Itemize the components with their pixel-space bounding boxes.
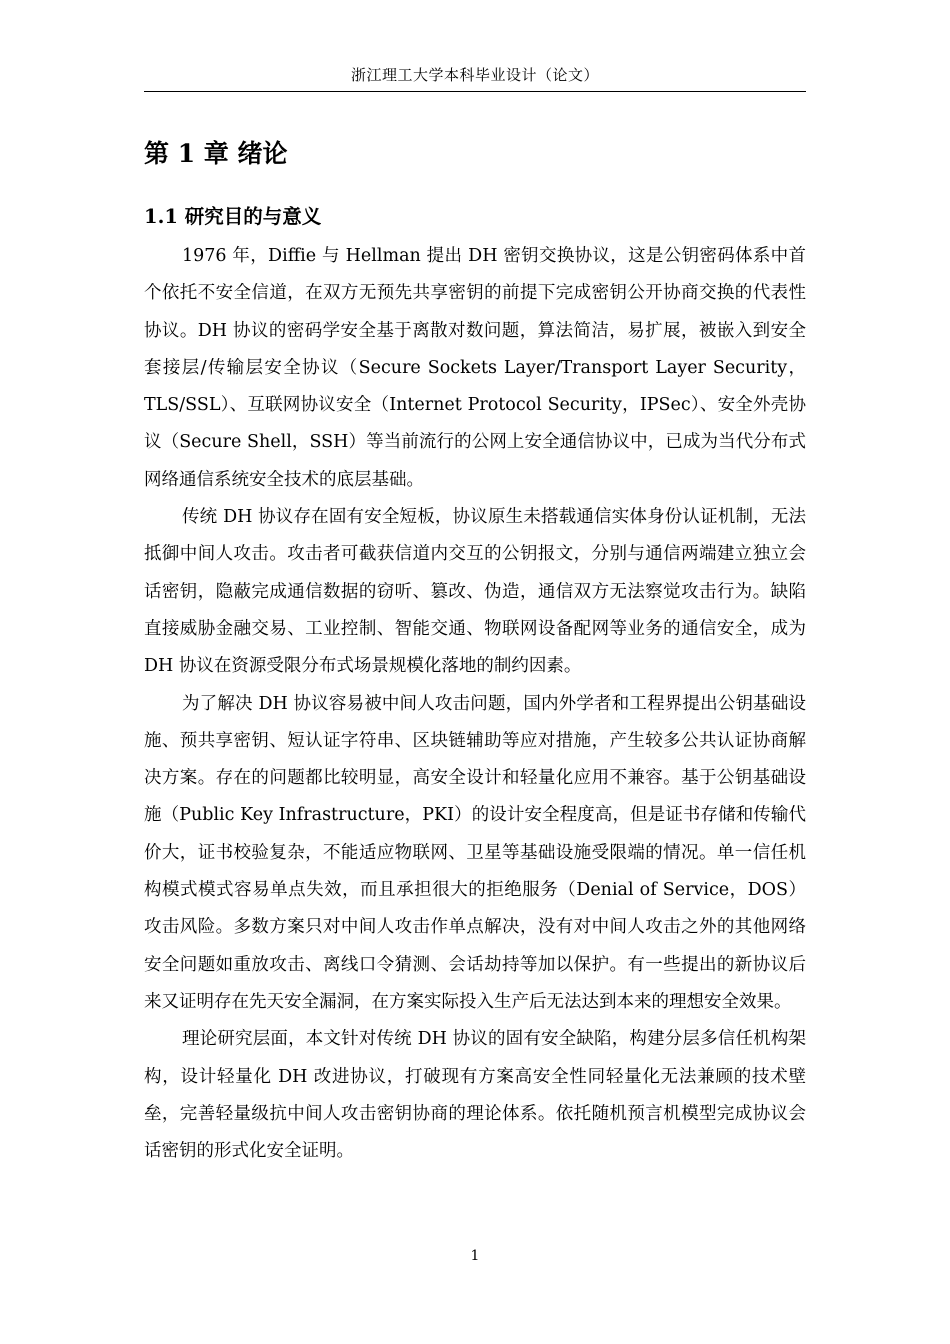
paragraph: 理论研究层面，本文针对传统 DH 协议的固有安全缺陷，构建分层多信任机构架构，设计轻量化 DH 改进协议，打破现有方案高安全性同轻量化无法兼顾的技术壁垒，完善轻量级抗中间人攻击密钥协商的理论体系。依托随机预言机模型完成协议会话密钥的形式化安全证明。 bbox=[144, 1029, 806, 1162]
chapter-heading: 第 1 章 绪论 bbox=[144, 139, 288, 168]
page-number: 1 bbox=[470, 1248, 480, 1264]
body-text bbox=[144, 238, 806, 1170]
paragraph: 传统 DH 协议存在固有安全短板，协议原生未搭载通信实体身份认证机制，无法抵御中间人攻击。攻击者可截获信道内交互的公钥报文，分别与通信两端建立独立会话密钥，隐蔽完成通信数据的窃听、篡改、伪造，通信双方无法察觉攻击行为。缺陷直接威胁金融交易、工业控制、智能交通、物联网设备配网等业务的通信安全，成为 DH 协议在资源受限分布式场景规模化落地的制约因素。 bbox=[144, 507, 806, 677]
paragraph: 为了解决 DH 协议容易被中间人攻击问题，国内外学者和工程界提出公钥基础设施、预共享密钥、短认证字符串、区块链辅助等应对措施，产生较多公共认证协商解决方案。存在的问题都比较明显，高安全设计和轻量化应用不兼容。基于公钥基础设施（Public Key Infrastructure，PKI）的设计安全程度高，但是证书存储和传输代价大，证书校验复杂，不能适应物联网、卫星等基础设施受限端的情况。单一信任机构模式模式容易单点失效，而且承担很大的拒绝服务（Denial of Service，DOS）攻击风险。多数方案只对中间人攻击作单点解决，没有对中间人攻击之外的其他网络安全问题如重放攻击、离线口令猜测、会话劫持等加以保护。有一些提出的新协议后来又证明存在先天安全漏洞，在方案实际投入生产后无法达到本来的理想安全效果。 bbox=[144, 693, 806, 1012]
section-heading: 1.1 研究目的与意义 bbox=[144, 205, 322, 228]
running-header: 浙江理工大学本科毕业设计（论文） bbox=[350, 66, 599, 84]
paragraph: 1976 年，Diffie 与 Hellman 提出 DH 密钥交换协议，这是公钥密码体系中首个依托不安全信道，在双方无预先共享密钥的前提下完成密钥公开协商交换的代表性协议。DH 协议的密码学安全基于离散对数问题，算法简洁，易扩展，被嵌入到安全套接层/传输层安全协议（Secure Sockets Layer/Transport Layer Security，TLS/SSL）、互联网协议安全（Internet Protocol Security，IPSec）、安全外壳协议（Secure Shell，SSH）等当前流行的公网上安全通信协议中，已成为当代分布式网络通信系统安全技术的底层基础。 bbox=[144, 246, 806, 490]
header-divider bbox=[144, 91, 806, 92]
